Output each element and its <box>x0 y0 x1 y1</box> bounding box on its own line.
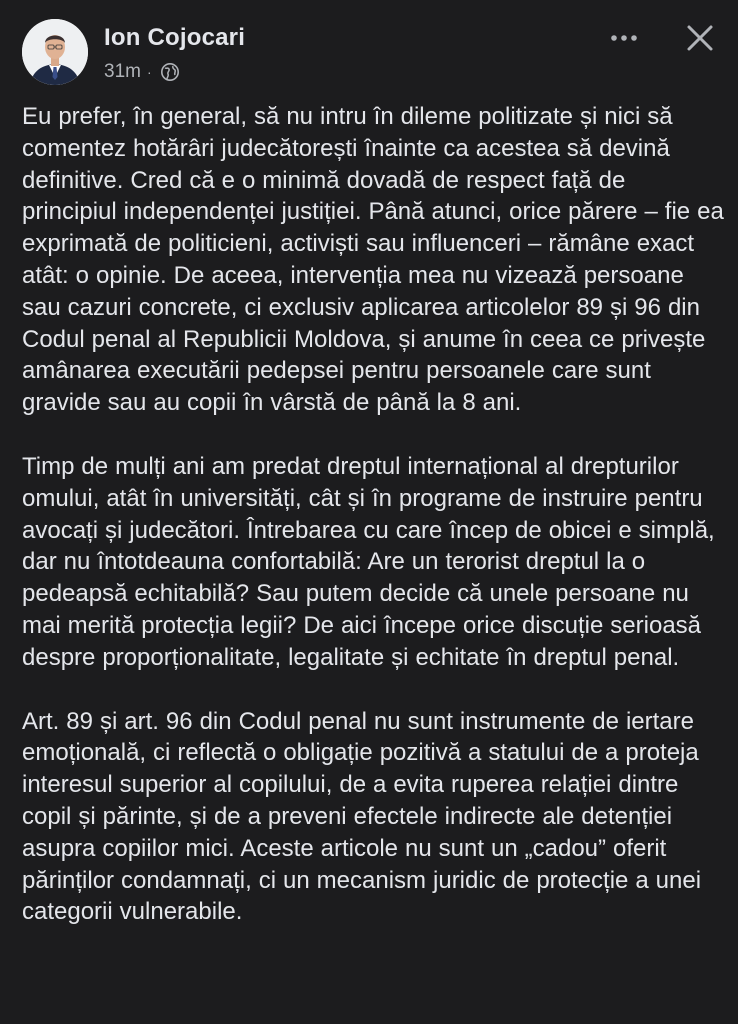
avatar-photo <box>22 19 88 85</box>
more-options-button[interactable] <box>600 24 648 52</box>
post-paragraph-2: Timp de mulți ani am predat dreptul internațional al drepturilor omului, atât în universități, cât și în programe de instruire pentru avocați și judecători. Întrebarea cu care încep de obicei e simplă, dar nu întotdeauna confortabilă: Are un terorist dreptul la o pedeapsă echitabilă? Sau putem decide că unele persoane nu mai merită protecția legii? De aici începe orice discuție serioasă despre proporționalitate, legalitate și echitate în dreptul penal. <box>22 452 715 671</box>
post-timestamp[interactable]: 31m <box>104 61 141 82</box>
meta-separator: · <box>146 64 152 80</box>
post-body <box>22 101 726 928</box>
avatar[interactable] <box>22 19 88 85</box>
close-button[interactable] <box>680 18 720 58</box>
post-paragraph-1: Eu prefer, în general, să nu intru în dileme politizate și nici să comentez hotărâri judecătorești înainte ca acestea să devină definitive. Cred că e o minimă dovadă de respect față de principiul independenței justiției. Până atunci, orice părere – fie ea exprimată de politicieni, activiști sau influenceri – rămâne exact atât: o opinie. De aceea, intervenția mea nu vizează persoane sau cazuri concrete, ci exclusiv aplicarea articolelor 89 și 96 din Codul penal al Republicii Moldova, și anume în ceea ce privește amânarea executării pedepsei pentru persoanele care sunt gravide sau au copii în vârstă de până la 8 ani. <box>22 103 724 417</box>
post-paragraph-3: Art. 89 și art. 96 din Codul penal nu sunt instrumente de iertare emoțională, ci reflectă o obligație pozitivă a statului de a proteja interesul superior al copilului, de a evita ruperea relației dintre copil și părinte, și de a preveni efectele indirecte ale detenției asupra copiilor mici. Aceste articole nu sunt un „cadou” oferit părinților condamnați, ci un mecanism juridic de protecție a unei categorii vulnerabile. <box>22 707 702 926</box>
globe-icon[interactable] <box>160 62 180 82</box>
author-name[interactable]: Ion Cojocari <box>104 24 246 51</box>
post-header <box>0 0 738 96</box>
close-icon <box>680 18 720 58</box>
post-meta <box>104 60 180 84</box>
more-horizontal-icon <box>600 24 648 52</box>
